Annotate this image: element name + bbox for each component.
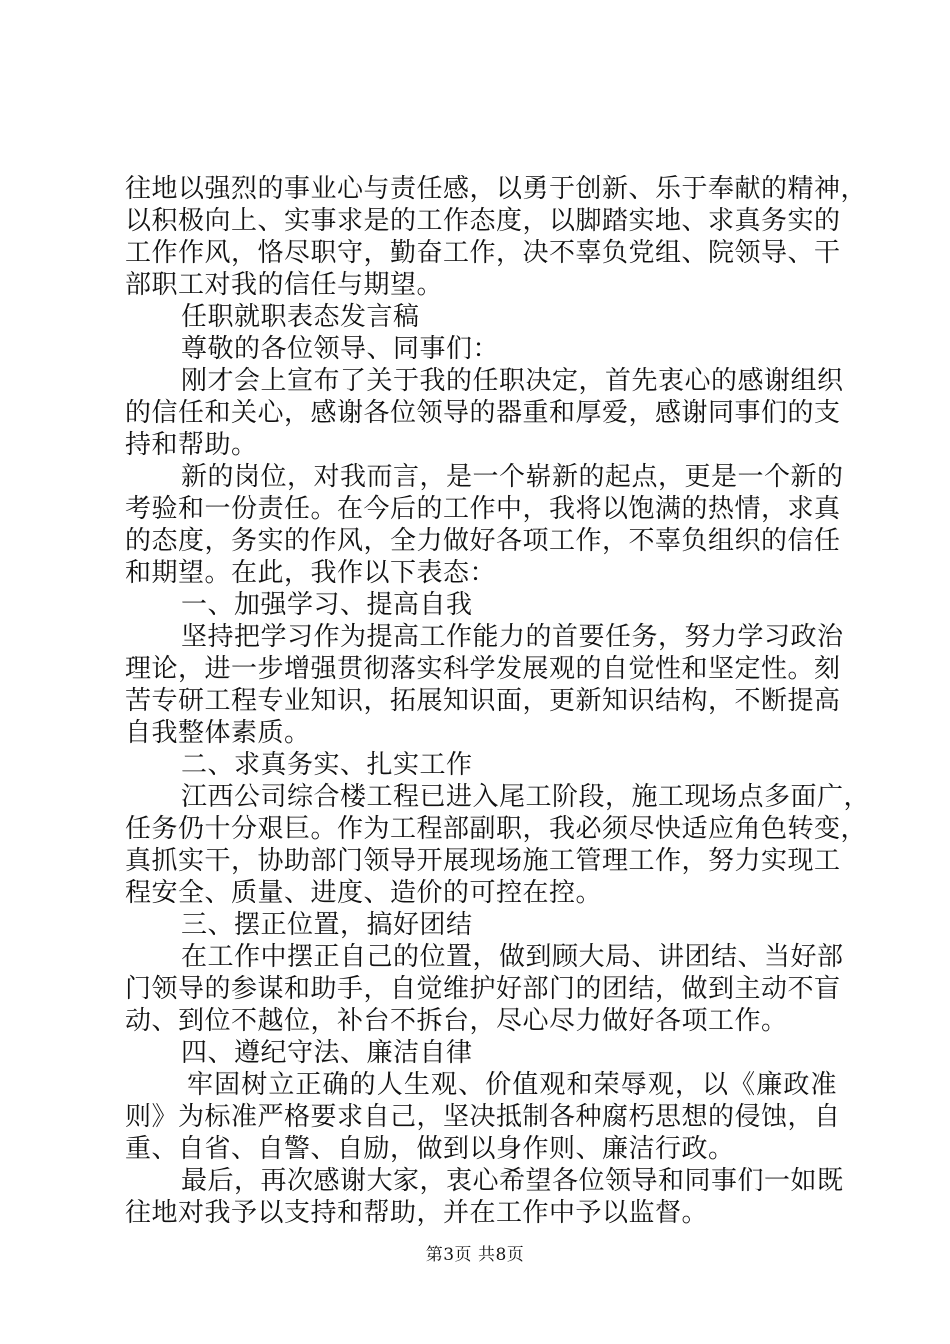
body-line: 江西公司综合楼工程已进入尾工阶段，施工现场点多面广， <box>181 782 871 812</box>
body-line: 牢固树立正确的人生观、价值观和荣辱观，以《廉政准 <box>187 1070 837 1100</box>
body-line: 门领导的参谋和助手，自觉维护好部门的团结，做到主动不盲 <box>125 974 841 1004</box>
body-line: 考验和一份责任。在今后的工作中，我将以饱满的热情，求真 <box>125 494 841 524</box>
page-number-footer: 第3页 共8页 <box>425 1245 525 1265</box>
body-line: 重、自省、自警、自励，做到以身作则、廉洁行政。 <box>125 1134 735 1164</box>
body-line: 任务仍十分艰巨。作为工程部副职，我必须尽快适应角色转变， <box>125 814 868 844</box>
document-body <box>125 173 871 1229</box>
body-line: 苦专研工程专业知识，拓展知识面，更新知识结构，不断提高 <box>125 686 841 716</box>
body-line: 的态度，务实的作风，全力做好各项工作，不辜负组织的信任 <box>125 526 841 556</box>
body-line: 和期望。在此，我作以下表态： <box>125 558 497 588</box>
body-line: 真抓实干，协助部门领导开展现场施工管理工作，努力实现工 <box>125 846 841 876</box>
body-line: 在工作中摆正自己的位置，做到顾大局、讲团结、当好部 <box>181 942 844 972</box>
section-heading: 四、遵纪守法、廉洁自律 <box>181 1038 473 1068</box>
body-line: 动、到位不越位，补台不拆台，尽心尽力做好各项工作。 <box>125 1006 788 1036</box>
section-heading: 三、摆正位置，搞好团结 <box>181 910 473 940</box>
section-heading: 一、加强学习、提高自我 <box>181 590 473 620</box>
section-heading: 二、求真务实、扎实工作 <box>181 750 473 780</box>
salutation: 尊敬的各位领导、同事们： <box>181 334 500 364</box>
body-line: 则》为标准严格要求自己，坚决抵制各种腐朽思想的侵蚀，自 <box>125 1102 841 1132</box>
body-line: 往地以强烈的事业心与责任感，以勇于创新、乐于奉献的精神， <box>125 174 868 204</box>
body-line: 往地对我予以支持和帮助，并在工作中予以监督。 <box>125 1198 709 1228</box>
body-line: 持和帮助。 <box>125 430 258 460</box>
body-line: 自我整体素质。 <box>125 718 311 748</box>
body-line: 新的岗位，对我而言，是一个崭新的起点，更是一个新的 <box>181 462 844 492</box>
body-line: 部职工对我的信任与期望。 <box>125 270 444 300</box>
body-line: 以积极向上、实事求是的工作态度，以脚踏实地、求真务实的 <box>125 206 841 236</box>
body-line: 坚持把学习作为提高工作能力的首要任务，努力学习政治 <box>181 622 844 652</box>
document-title: 任职就职表态发言稿 <box>181 302 420 332</box>
body-line: 刚才会上宣布了关于我的任职决定，首先衷心的感谢组织 <box>181 366 844 396</box>
body-line: 程安全、质量、进度、造价的可控在控。 <box>125 878 603 908</box>
body-line: 工作作风，恪尽职守，勤奋工作，决不辜负党组、院领导、干 <box>125 238 841 268</box>
body-line: 最后，再次感谢大家，衷心希望各位领导和同事们一如既 <box>181 1166 844 1196</box>
body-line: 的信任和关心，感谢各位领导的器重和厚爱，感谢同事们的支 <box>125 398 841 428</box>
body-line: 理论，进一步增强贯彻落实科学发展观的自觉性和坚定性。刻 <box>125 654 841 684</box>
